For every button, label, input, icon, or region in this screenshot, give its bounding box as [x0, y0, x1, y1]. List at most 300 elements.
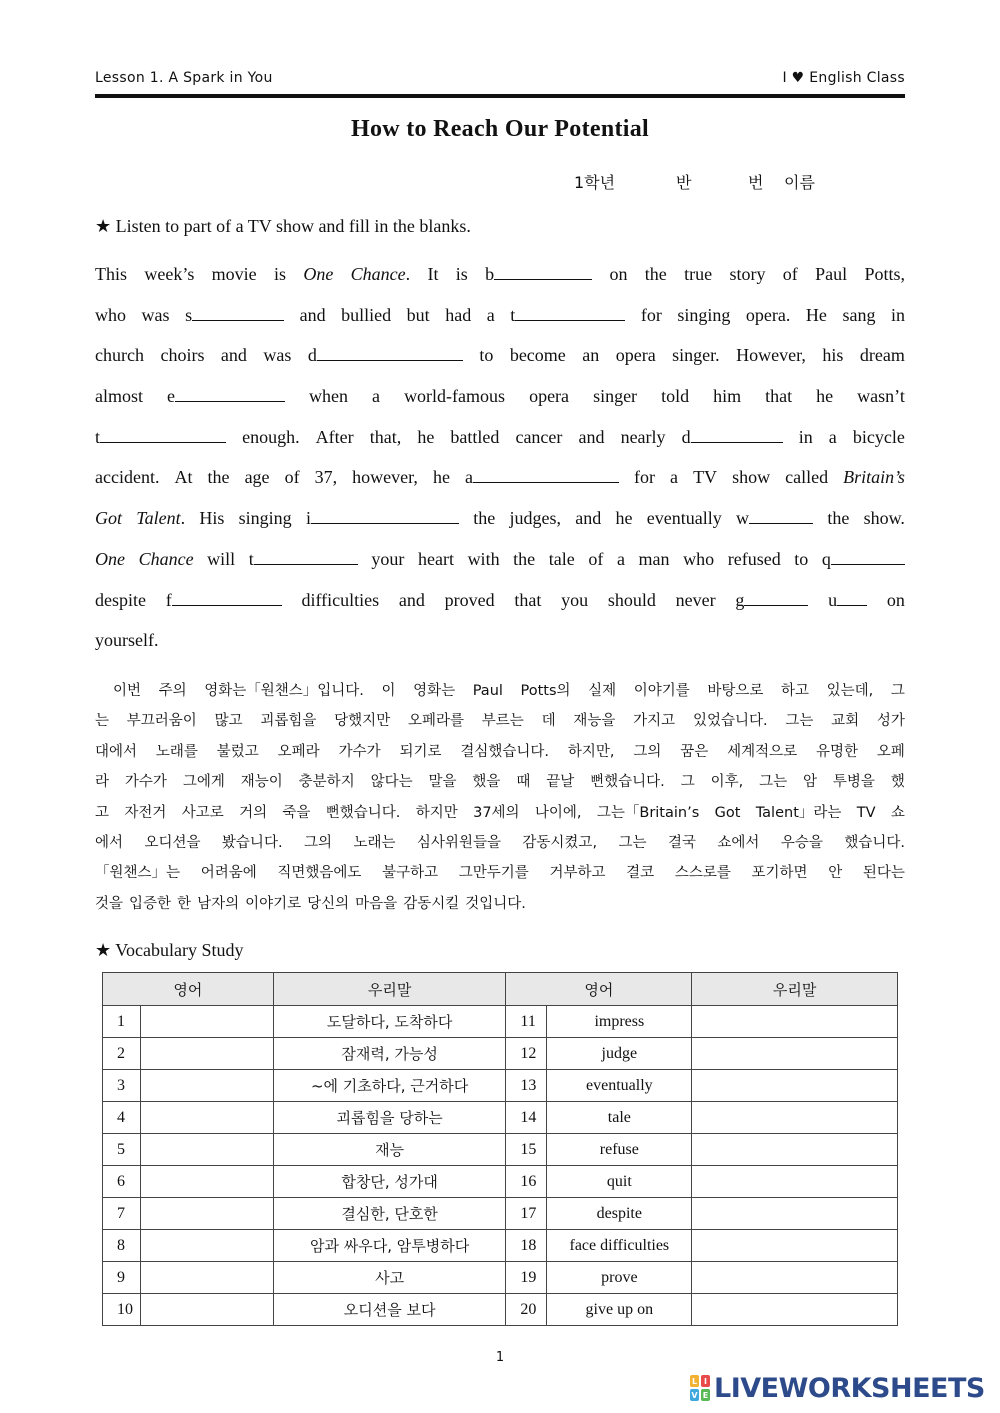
- korean-meaning: 합창단, 성가대: [273, 1166, 506, 1198]
- passage-word: but: [406, 304, 430, 325]
- korean-answer-cell[interactable]: [692, 1070, 898, 1102]
- korean-answer-cell[interactable]: [692, 1262, 898, 1294]
- korean-word: 그는「Britain’s: [596, 804, 700, 821]
- header-english-1: 영어: [103, 973, 274, 1006]
- passage-word: the: [473, 508, 496, 529]
- passage-word: singing: [238, 508, 292, 529]
- logo-mark-icon: [690, 1375, 710, 1401]
- korean-word: 그는: [785, 713, 814, 730]
- table-row: [103, 1262, 898, 1294]
- english-answer-cell[interactable]: [140, 1294, 273, 1326]
- korean-word: 재능을: [573, 713, 616, 730]
- korean-meaning: ~에 기초하다, 근거하다: [273, 1070, 506, 1102]
- passage-word: and: [578, 426, 605, 447]
- english-answer-cell[interactable]: [140, 1102, 273, 1134]
- passage-word: that: [765, 386, 793, 407]
- korean-word: 그의: [304, 834, 333, 851]
- english-word: prove: [547, 1262, 692, 1294]
- vocab-instruction: ★ Vocabulary Study: [95, 940, 244, 960]
- korean-word: 오페: [876, 743, 905, 760]
- vocab-number: 15: [506, 1134, 547, 1166]
- passage-word: with: [467, 548, 500, 569]
- korean-word: 어려움에: [200, 865, 257, 882]
- passage-word: a: [464, 467, 473, 488]
- korean-word: 것을: [95, 895, 124, 912]
- passage-word: enough.: [242, 426, 300, 447]
- passage-word: had: [445, 304, 472, 325]
- passage-word: story: [729, 264, 766, 284]
- korean-word: 이야기로: [245, 895, 302, 912]
- korean-answer-cell[interactable]: [692, 1038, 898, 1070]
- korean-word: 고: [95, 804, 110, 821]
- passage-line: [95, 254, 905, 295]
- passage-word: on: [886, 589, 905, 610]
- vocabulary-table: [102, 972, 898, 1326]
- passage-word: At: [174, 467, 193, 488]
- korean-word: 되기로: [399, 743, 442, 760]
- passage-word: eventually: [646, 508, 722, 529]
- table-row: [103, 1166, 898, 1198]
- english-word: despite: [547, 1198, 692, 1230]
- answer-blank[interactable]: [691, 424, 783, 443]
- vocab-number: 17: [506, 1198, 547, 1230]
- korean-answer-cell[interactable]: [692, 1134, 898, 1166]
- korean-word: 감동시킬: [403, 895, 460, 912]
- korean-word: 라: [95, 774, 110, 791]
- passage-word: wasn’t: [857, 386, 905, 407]
- korean-line: [95, 706, 905, 736]
- passage-line: [95, 580, 905, 621]
- korean-word: 오페라: [277, 743, 320, 760]
- passage-word: of: [588, 548, 604, 569]
- korean-answer-cell[interactable]: [692, 1198, 898, 1230]
- passage-word: man: [638, 548, 670, 569]
- answer-blank[interactable]: [837, 587, 867, 606]
- passage-word: proved: [444, 589, 495, 610]
- passage-word: that: [514, 589, 542, 610]
- korean-word: 세계적으로: [727, 743, 798, 760]
- passage-word: b: [485, 264, 495, 284]
- passage-word: a: [616, 548, 625, 569]
- korean-word: 그의: [633, 743, 662, 760]
- korean-answer-cell[interactable]: [692, 1294, 898, 1326]
- vocab-number: 7: [103, 1198, 141, 1230]
- korean-meaning: 괴롭힘을 당하는: [273, 1102, 506, 1134]
- passage-word: Talent: [136, 508, 181, 529]
- passage-word: and: [575, 508, 602, 529]
- class-label-prefix: I: [782, 70, 787, 86]
- passage-word: show.: [863, 508, 905, 529]
- passage-word: accident.: [95, 467, 160, 488]
- passage-word: cancer: [515, 426, 563, 447]
- passage-word: however,: [352, 467, 418, 488]
- passage-word: show: [732, 467, 771, 488]
- passage-word: After: [315, 426, 354, 447]
- english-answer-cell[interactable]: [140, 1038, 273, 1070]
- passage-word: Got: [95, 508, 122, 529]
- english-answer-cell[interactable]: [140, 1198, 273, 1230]
- korean-meaning: 사고: [273, 1262, 506, 1294]
- passage-word: to: [794, 548, 809, 569]
- korean-word: 사고로: [181, 804, 224, 821]
- english-answer-cell[interactable]: [140, 1230, 273, 1262]
- korean-word: 나이에,: [534, 804, 582, 821]
- korean-line: [95, 676, 905, 706]
- korean-word: 죽을: [282, 804, 311, 821]
- passage-word: age: [244, 467, 270, 488]
- korean-word: Talent」라는: [755, 804, 842, 821]
- english-word: give up on: [547, 1294, 692, 1326]
- passage-word: an: [582, 345, 600, 366]
- passage-word: d: [307, 345, 317, 366]
- vocab-number: 5: [103, 1134, 141, 1166]
- korean-word: 실제: [588, 683, 617, 699]
- korean-word: 불구하고: [382, 865, 439, 882]
- passage-word: the: [207, 467, 230, 488]
- answer-blank[interactable]: [311, 505, 459, 524]
- passage-word: he: [432, 467, 450, 488]
- korean-word: 남자의: [197, 895, 240, 912]
- answer-blank[interactable]: [254, 546, 358, 565]
- passage-word: told: [661, 386, 690, 407]
- answer-blank[interactable]: [831, 546, 905, 565]
- passage-word: One: [303, 264, 334, 284]
- fill-in-passage: [95, 254, 905, 661]
- korean-answer-cell[interactable]: [692, 1166, 898, 1198]
- korean-word: 직면했음에도: [277, 865, 362, 882]
- vocab-header-row: [103, 973, 898, 1006]
- table-row: [103, 1198, 898, 1230]
- korean-word: 유명한: [816, 743, 859, 760]
- korean-word: 그: [890, 683, 905, 699]
- passage-word: Potts,: [864, 264, 905, 284]
- passage-word: battled: [450, 426, 500, 447]
- korean-word: 대에서: [95, 743, 138, 760]
- korean-word: 그는: [618, 834, 647, 851]
- name-label: 이름: [784, 173, 815, 192]
- vocab-number: 16: [506, 1166, 547, 1198]
- korean-word: 가수가: [124, 774, 167, 791]
- korean-word: 오페라를: [407, 713, 464, 730]
- vocab-number: 3: [103, 1070, 141, 1102]
- listening-instruction: ★ Listen to part of a TV show and fill in the blanks.: [95, 216, 471, 236]
- heart-icon: ♥: [791, 70, 805, 86]
- vocab-number: 8: [103, 1230, 141, 1262]
- passage-line: [95, 498, 905, 539]
- korean-word: 노래는: [353, 834, 396, 851]
- english-answer-cell[interactable]: [140, 1134, 273, 1166]
- korean-answer-cell[interactable]: [692, 1230, 898, 1262]
- passage-word: was: [263, 345, 292, 366]
- korean-word: Potts의: [520, 683, 571, 699]
- korean-word: TV: [856, 804, 876, 821]
- passage-word: refused: [727, 548, 781, 569]
- passage-word: One: [95, 548, 125, 569]
- korean-word: 결코: [626, 865, 655, 882]
- passage-word: is: [455, 264, 468, 284]
- korean-word: 포기하면: [751, 865, 808, 882]
- page-header: [95, 68, 905, 90]
- passage-word: in: [798, 426, 813, 447]
- korean-word: 자전거: [124, 804, 167, 821]
- korean-word: 이번: [113, 683, 142, 699]
- korean-word: 당신의: [307, 895, 350, 912]
- korean-word: 결심했습니다.: [460, 743, 549, 760]
- korean-word: 그에게: [182, 774, 225, 791]
- korean-word: 영화는「원챈스」입니다.: [204, 683, 364, 699]
- passage-word: w: [736, 508, 750, 529]
- passage-word: of: [782, 264, 798, 284]
- logo-letter-tile: I: [701, 1375, 710, 1387]
- korean-word: 봤습니다.: [221, 834, 283, 851]
- korean-word: 거부하고: [549, 865, 606, 882]
- korean-word: 영화는: [413, 683, 456, 699]
- english-answer-cell[interactable]: [140, 1070, 273, 1102]
- passage-word: will: [207, 548, 236, 569]
- vocab-number: 14: [506, 1102, 547, 1134]
- passage-word: t: [510, 304, 516, 325]
- korean-word: 재능이: [240, 774, 283, 791]
- vocab-number: 18: [506, 1230, 547, 1262]
- korean-meaning: 암과 싸우다, 암투병하다: [273, 1230, 506, 1262]
- answer-blank[interactable]: [749, 505, 813, 524]
- korean-word: 데: [541, 713, 556, 730]
- passage-word: his: [822, 345, 844, 366]
- passage-word: you: [561, 589, 589, 610]
- korean-word: 꿈은: [680, 743, 709, 760]
- passage-word: a: [486, 304, 495, 325]
- passage-word: a: [828, 426, 837, 447]
- passage-word: for: [634, 467, 655, 488]
- english-word: impress: [547, 1006, 692, 1038]
- passage-word: dream: [859, 345, 905, 366]
- passage-word: and: [398, 589, 425, 610]
- vocab-number: 9: [103, 1262, 141, 1294]
- passage-word: despite: [95, 589, 146, 610]
- korean-word: 스스로를: [674, 865, 731, 882]
- table-row: [103, 1294, 898, 1326]
- passage-word: a: [670, 467, 679, 488]
- passage-word: he: [615, 508, 633, 529]
- korean-meaning: 오디션을 보다: [273, 1294, 506, 1326]
- table-row: [103, 1070, 898, 1102]
- passage-word: and: [299, 304, 326, 325]
- vocab-number: 6: [103, 1166, 141, 1198]
- table-row: [103, 1134, 898, 1166]
- korean-word: 암: [803, 774, 818, 791]
- korean-word: 37세의: [473, 804, 520, 821]
- passage-word: His: [199, 508, 225, 529]
- table-row: [103, 1230, 898, 1262]
- english-word: tale: [547, 1102, 692, 1134]
- passage-word: movie: [211, 264, 257, 284]
- english-answer-cell[interactable]: [140, 1166, 273, 1198]
- answer-blank[interactable]: [473, 464, 619, 483]
- korean-answer-cell[interactable]: [692, 1102, 898, 1134]
- korean-line: [95, 828, 905, 858]
- vocab-number: 20: [506, 1294, 547, 1326]
- lesson-label: Lesson 1. A Spark in You: [95, 70, 273, 86]
- passage-word: singer.: [672, 345, 720, 366]
- passage-word: he: [417, 426, 435, 447]
- passage-word: e: [167, 386, 176, 407]
- passage-word: who: [683, 548, 715, 569]
- passage-word: is: [273, 264, 286, 284]
- passage-word: should: [607, 589, 656, 610]
- korean-word: 「원챈스」는: [95, 865, 181, 882]
- class-label-suffix: English Class: [809, 70, 905, 86]
- passage-word: to: [479, 345, 494, 366]
- logo-letter-tile: L: [691, 1376, 698, 1386]
- korean-word: 했습니다.: [844, 834, 905, 851]
- korean-word: 했을: [472, 774, 501, 791]
- korean-word: 때: [516, 774, 531, 791]
- korean-answer-cell[interactable]: [692, 1006, 898, 1038]
- passage-word: called: [785, 467, 829, 488]
- korean-word: 뻔했습니다.: [325, 804, 401, 821]
- korean-meaning: 재능: [273, 1134, 506, 1166]
- passage-word: d: [681, 426, 691, 447]
- korean-word: 말을: [428, 774, 457, 791]
- english-answer-cell[interactable]: [140, 1006, 273, 1038]
- passage-word: f: [165, 589, 172, 610]
- answer-blank[interactable]: [192, 302, 284, 321]
- passage-word: singing: [677, 304, 731, 325]
- passage-word: world-famous: [404, 386, 506, 407]
- answer-blank[interactable]: [100, 424, 226, 443]
- english-answer-cell[interactable]: [140, 1262, 273, 1294]
- passage-word: bullied: [341, 304, 392, 325]
- table-row: [103, 1006, 898, 1038]
- passage-word: of: [284, 467, 300, 488]
- header-korean-2: 우리말: [692, 973, 898, 1006]
- passage-word: your: [371, 548, 405, 569]
- korean-word: 한: [177, 895, 192, 912]
- korean-line: [95, 767, 905, 797]
- korean-word: 안: [828, 865, 843, 882]
- vocab-number: 10: [103, 1294, 141, 1326]
- english-word: judge: [547, 1038, 692, 1070]
- passage-word: t: [95, 426, 101, 447]
- passage-word: on: [609, 264, 628, 284]
- korean-word: Paul: [472, 683, 503, 699]
- header-rule: [95, 94, 905, 98]
- korean-word: 괴롭힘을: [260, 713, 317, 730]
- passage-word: week’s: [144, 264, 195, 284]
- vocab-number: 13: [506, 1070, 547, 1102]
- korean-word: 바탕으로: [707, 683, 764, 699]
- answer-blank[interactable]: [494, 261, 592, 280]
- table-row: [103, 1038, 898, 1070]
- korean-line: [95, 737, 905, 767]
- passage-word: u: [828, 589, 838, 610]
- passage-word: sang: [842, 304, 876, 325]
- logo-letter-tile: V: [691, 1390, 698, 1400]
- passage-line: [95, 457, 905, 498]
- korean-word: 심사위원들을: [416, 834, 501, 851]
- korean-word: 입증한: [129, 895, 172, 912]
- passage-word: true: [684, 264, 713, 284]
- logo-text: LIVEWORKSHEETS: [714, 1372, 985, 1404]
- passage-word: tale: [548, 548, 575, 569]
- page-title: How to Reach Our Potential: [351, 116, 649, 142]
- vocab-number: 11: [506, 1006, 547, 1038]
- passage-word: This: [95, 264, 128, 284]
- passage-word: he: [816, 386, 834, 407]
- vocab-number: 1: [103, 1006, 141, 1038]
- passage-word: TV: [693, 467, 718, 488]
- page-number: 1: [495, 1350, 505, 1365]
- passage-word: judges,: [509, 508, 561, 529]
- korean-word: 있었습니다.: [692, 713, 768, 730]
- korean-word: 했: [890, 774, 905, 791]
- passage-word: nearly: [620, 426, 666, 447]
- korean-word: 그는: [759, 774, 788, 791]
- class-label-field: 반: [676, 173, 692, 192]
- korean-word: 하지만,: [567, 743, 615, 760]
- passage-word: opera.: [745, 304, 791, 325]
- answer-blank[interactable]: [317, 342, 463, 361]
- korean-word: 이: [381, 683, 396, 699]
- answer-blank[interactable]: [515, 302, 625, 321]
- header-english-2: 영어: [506, 973, 692, 1006]
- passage-word: bicycle: [852, 426, 905, 447]
- passage-word: Chance: [350, 264, 406, 284]
- korean-word: 부르는: [481, 713, 524, 730]
- passage-line: [95, 539, 905, 580]
- korean-word: 불렀고: [216, 743, 259, 760]
- korean-word: 당했지만: [334, 713, 391, 730]
- answer-blank[interactable]: [175, 383, 285, 402]
- passage-word: almost: [95, 386, 143, 407]
- answer-blank[interactable]: [172, 587, 282, 606]
- passage-word: .: [180, 508, 186, 529]
- passage-word: heart: [417, 548, 454, 569]
- korean-word: 뻔했습니다.: [590, 774, 665, 791]
- korean-word: 거의: [239, 804, 268, 821]
- passage-word: who: [95, 304, 126, 325]
- passage-word: a: [372, 386, 381, 407]
- korean-word: 쇼에서: [717, 834, 760, 851]
- korean-word: 가수가: [338, 743, 381, 760]
- passage-line: [95, 376, 905, 417]
- passage-word: that,: [369, 426, 402, 447]
- korean-word: 에서: [95, 834, 124, 851]
- class-label: [782, 70, 905, 86]
- passage-word: difficulties: [301, 589, 380, 610]
- passage-word: i: [305, 508, 311, 529]
- korean-word: 않다는: [370, 774, 413, 791]
- korean-meaning: 결심한, 단호한: [273, 1198, 506, 1230]
- answer-blank[interactable]: [744, 587, 808, 606]
- passage-word: Chance: [138, 548, 194, 569]
- korean-word: 그만두기를: [458, 865, 529, 882]
- passage-line: [95, 295, 905, 336]
- passage-word: and: [220, 345, 247, 366]
- passage-word: for: [640, 304, 662, 325]
- korean-word: 마음을: [355, 895, 398, 912]
- passage-word: choirs: [160, 345, 205, 366]
- passage-word: g: [735, 589, 745, 610]
- table-row: [103, 1102, 898, 1134]
- passage-word: opera: [615, 345, 656, 366]
- number-label: 번: [748, 173, 764, 192]
- korean-word: 투병을: [832, 774, 875, 791]
- passage-word: the: [827, 508, 850, 529]
- korean-line: [95, 858, 905, 888]
- korean-word: 된다는: [862, 865, 905, 882]
- passage-word: Paul: [815, 264, 848, 284]
